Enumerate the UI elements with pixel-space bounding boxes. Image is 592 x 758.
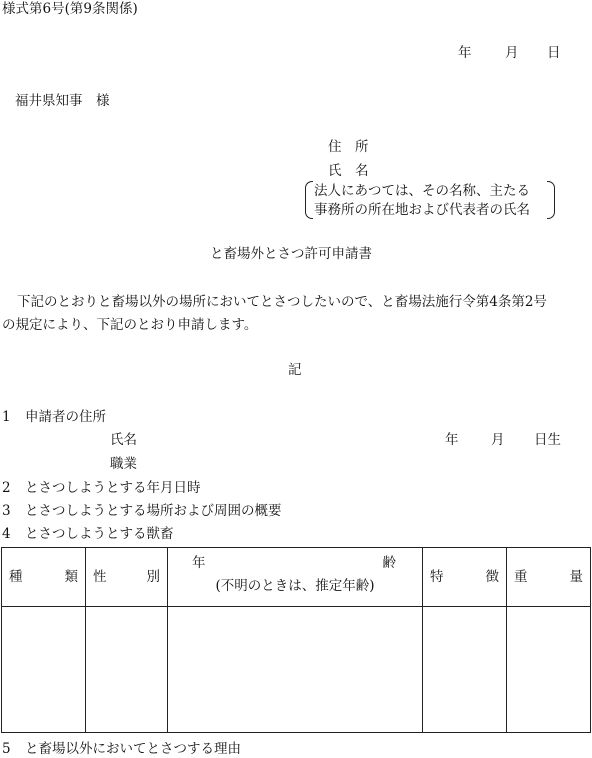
item-1-label: 申請者の住所 [25,409,106,425]
item-5-number: 5 [2,741,11,757]
header-feature-b: 徴 [485,568,499,585]
item-2-label: とさつしようとする年月日時 [25,480,201,496]
item-3-label: とさつしようとする場所および周囲の概要 [25,503,282,519]
applicant-name-label: 氏 名 [328,163,369,179]
corporate-note-line2: 事務所の所在地および代表者の氏名 [314,202,530,218]
body-text-line2: の規定により、下記のとおり申請します。 [2,317,258,333]
table-header-row [2,548,591,607]
header-age-b: 齢 [382,555,396,572]
header-type-a: 種 [9,568,23,585]
header-sex [86,548,168,607]
addressee: 福井県知事 様 [15,93,110,109]
animal-table [1,547,591,733]
header-weight [507,548,591,607]
item-4-label: とさつしようとする獣畜 [25,526,174,542]
cell-weight[interactable] [507,607,591,733]
form-number: 様式第6号(第9条関係) [2,1,138,17]
cell-feature[interactable] [423,607,507,733]
header-sex-b: 別 [146,568,160,585]
item-1-name-label: 氏名 [110,432,137,448]
header-feature [423,548,507,607]
header-weight-a: 重 [514,568,528,585]
item-4-number: 4 [2,526,11,542]
item-1-number: 1 [2,409,11,425]
cell-age[interactable] [168,607,423,733]
header-age [168,548,423,607]
header-type [2,548,86,607]
header-age-note: (不明のときは、推定年齢) [215,577,375,594]
cell-type[interactable] [2,607,86,733]
bracket-right [547,181,555,219]
birth-day: 日生 [534,432,561,448]
header-age-a: 年 [192,555,206,572]
document-title: と畜場外とさつ許可申請書 [210,246,372,262]
header-sex-a: 性 [93,568,107,585]
birth-year: 年 [445,432,459,448]
item-3-number: 3 [2,503,11,519]
corporate-note-line1: 法人にあつては、その名称、主たる [314,183,530,199]
applicant-address-label: 住 所 [328,139,369,155]
header-type-b: 類 [64,568,78,585]
bracket-left [305,181,313,219]
date-year: 年 [458,45,472,61]
item-1-occupation-label: 職業 [110,456,137,472]
date-month: 月 [505,45,519,61]
header-feature-a: 特 [430,568,444,585]
item-5-label: と畜場以外においてとさつする理由 [25,741,241,757]
body-text-line1: 下記のとおりと畜場以外の場所においてとさつしたいので、と畜場法施行令第4条第2号 [17,294,547,310]
birth-month: 月 [491,432,505,448]
item-2-number: 2 [2,480,11,496]
table-row [2,607,591,733]
cell-sex[interactable] [86,607,168,733]
ki-heading: 記 [288,362,302,378]
header-weight-b: 量 [569,568,583,585]
date-day: 日 [547,45,561,61]
